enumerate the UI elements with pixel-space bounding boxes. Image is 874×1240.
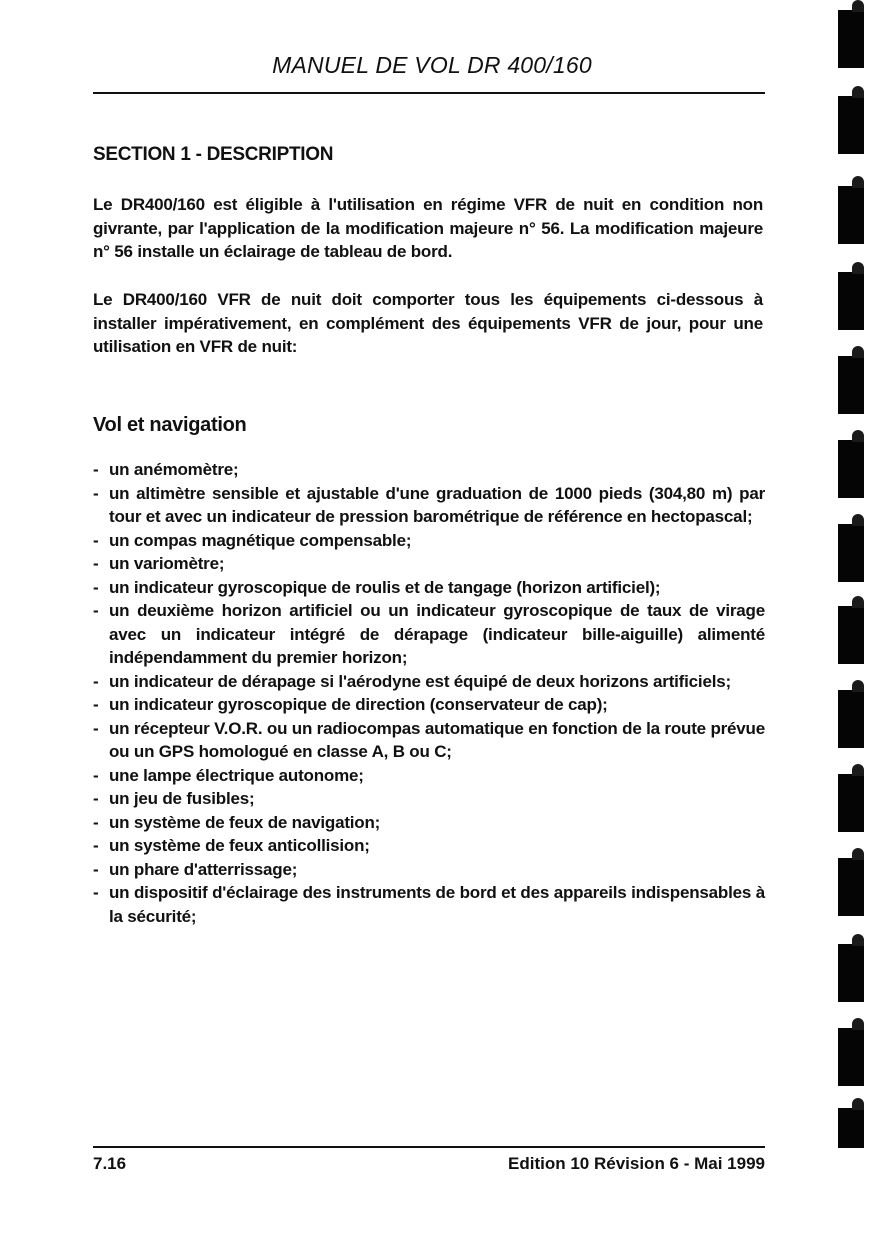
list-item-text: un anémomètre;	[109, 460, 239, 479]
list-dash: -	[93, 812, 99, 832]
list-item-text: une lampe électrique autonome;	[109, 765, 364, 785]
binder-tab-mark	[838, 1108, 864, 1148]
list-item-text: un système de feux de navigation;	[109, 812, 381, 832]
equipment-list	[93, 458, 765, 928]
binder-tab-mark	[838, 524, 864, 582]
list-dash: -	[93, 577, 99, 597]
list-item	[93, 552, 765, 576]
paragraph-requirements: Le DR400/160 VFR de nuit doit comporter tous les équipements ci-dessous à installer impérativement, en complément des équipements VFR de jour, pour une utilisation en VFR de nuit:	[93, 290, 763, 356]
header-title: MANUEL DE VOL DR 400/160	[272, 52, 592, 78]
list-item-text: un variomètre;	[109, 554, 225, 573]
list-item-text: un deuxième horizon artificiel ou un indicateur gyroscopique de taux de virage avec un indicateur intégré de dérapage (indicateur bille-aiguille) alimenté indépendamment du premier horizon;	[109, 601, 765, 667]
list-item-text: un jeu de fusibles;	[109, 789, 255, 808]
list-item	[93, 811, 765, 835]
list-dash: -	[93, 836, 99, 855]
list-dash: -	[93, 718, 99, 738]
list-dash: -	[93, 530, 99, 550]
list-item	[93, 858, 765, 882]
list-item-text: un indicateur de dérapage si l'aérodyne est équipé de deux horizons artificiels;	[109, 671, 731, 691]
list-dash: -	[93, 789, 99, 808]
list-dash: -	[93, 859, 99, 879]
subsection-title: Vol et navigation	[93, 414, 247, 436]
binder-tab-mark	[838, 944, 864, 1002]
list-item	[93, 576, 765, 600]
binder-tab-mark	[838, 1028, 864, 1086]
list-item-text: un dispositif d'éclairage des instruments de bord et des appareils indispensables à la sécurité;	[109, 883, 765, 926]
list-item	[93, 787, 765, 811]
binder-tab-mark	[838, 96, 864, 154]
binder-tab-mark	[838, 774, 864, 832]
binder-tab-mark	[838, 690, 864, 748]
list-item-text: un altimètre sensible et ajustable d'une graduation de 1000 pieds (304,80 m) par tour et avec un indicateur de pression barométrique de référence en hectopascal;	[109, 483, 765, 526]
binder-tab-mark	[838, 440, 864, 498]
list-dash: -	[93, 554, 99, 573]
list-item	[93, 482, 765, 529]
binder-tab-mark	[838, 606, 864, 664]
list-item	[93, 834, 765, 858]
list-item	[93, 764, 765, 788]
binder-tab-mark	[838, 858, 864, 916]
list-item	[93, 458, 765, 482]
list-item	[93, 881, 765, 928]
binder-tab-mark	[838, 186, 864, 244]
list-item	[93, 599, 765, 670]
list-dash: -	[93, 671, 99, 691]
list-item-text: un indicateur gyroscopique de roulis et de tangage (horizon artificiel);	[109, 577, 661, 597]
list-item	[93, 717, 765, 764]
header-rule	[93, 92, 765, 94]
footer-page-number: 7.16	[93, 1154, 127, 1173]
list-dash: -	[93, 483, 99, 503]
footer-edition: Edition 10 Révision 6 - Mai 1999	[508, 1154, 765, 1173]
binder-tab-mark	[838, 10, 864, 68]
binder-tab-mark	[838, 272, 864, 330]
list-dash: -	[93, 883, 99, 902]
list-dash: -	[93, 695, 99, 714]
binder-tab-mark	[838, 356, 864, 414]
list-item	[93, 670, 765, 694]
list-item-text: un phare d'atterrissage;	[109, 859, 298, 879]
list-item-text: un récepteur V.O.R. ou un radiocompas automatique en fonction de la route prévue ou un GPS homologué en classe A, B ou C;	[109, 718, 765, 761]
list-item	[93, 529, 765, 553]
list-dash: -	[93, 460, 99, 479]
list-item-text: un compas magnétique compensable;	[109, 530, 412, 550]
section-title: SECTION 1 - DESCRIPTION	[93, 144, 334, 165]
list-item-text: un système de feux anticollision;	[109, 836, 370, 855]
binder-tabs	[828, 0, 864, 1240]
list-item	[93, 693, 765, 717]
list-item-text: un indicateur gyroscopique de direction (conservateur de cap);	[109, 695, 608, 714]
paragraph-intro: Le DR400/160 est éligible à l'utilisation en régime VFR de nuit en condition non givrante, par l'application de la modification majeure n° 56. La modification majeure n° 56 installe un éclairage de tableau de bord.	[93, 195, 763, 261]
footer-rule	[93, 1146, 765, 1148]
list-dash: -	[93, 601, 99, 620]
list-dash: -	[93, 765, 99, 785]
